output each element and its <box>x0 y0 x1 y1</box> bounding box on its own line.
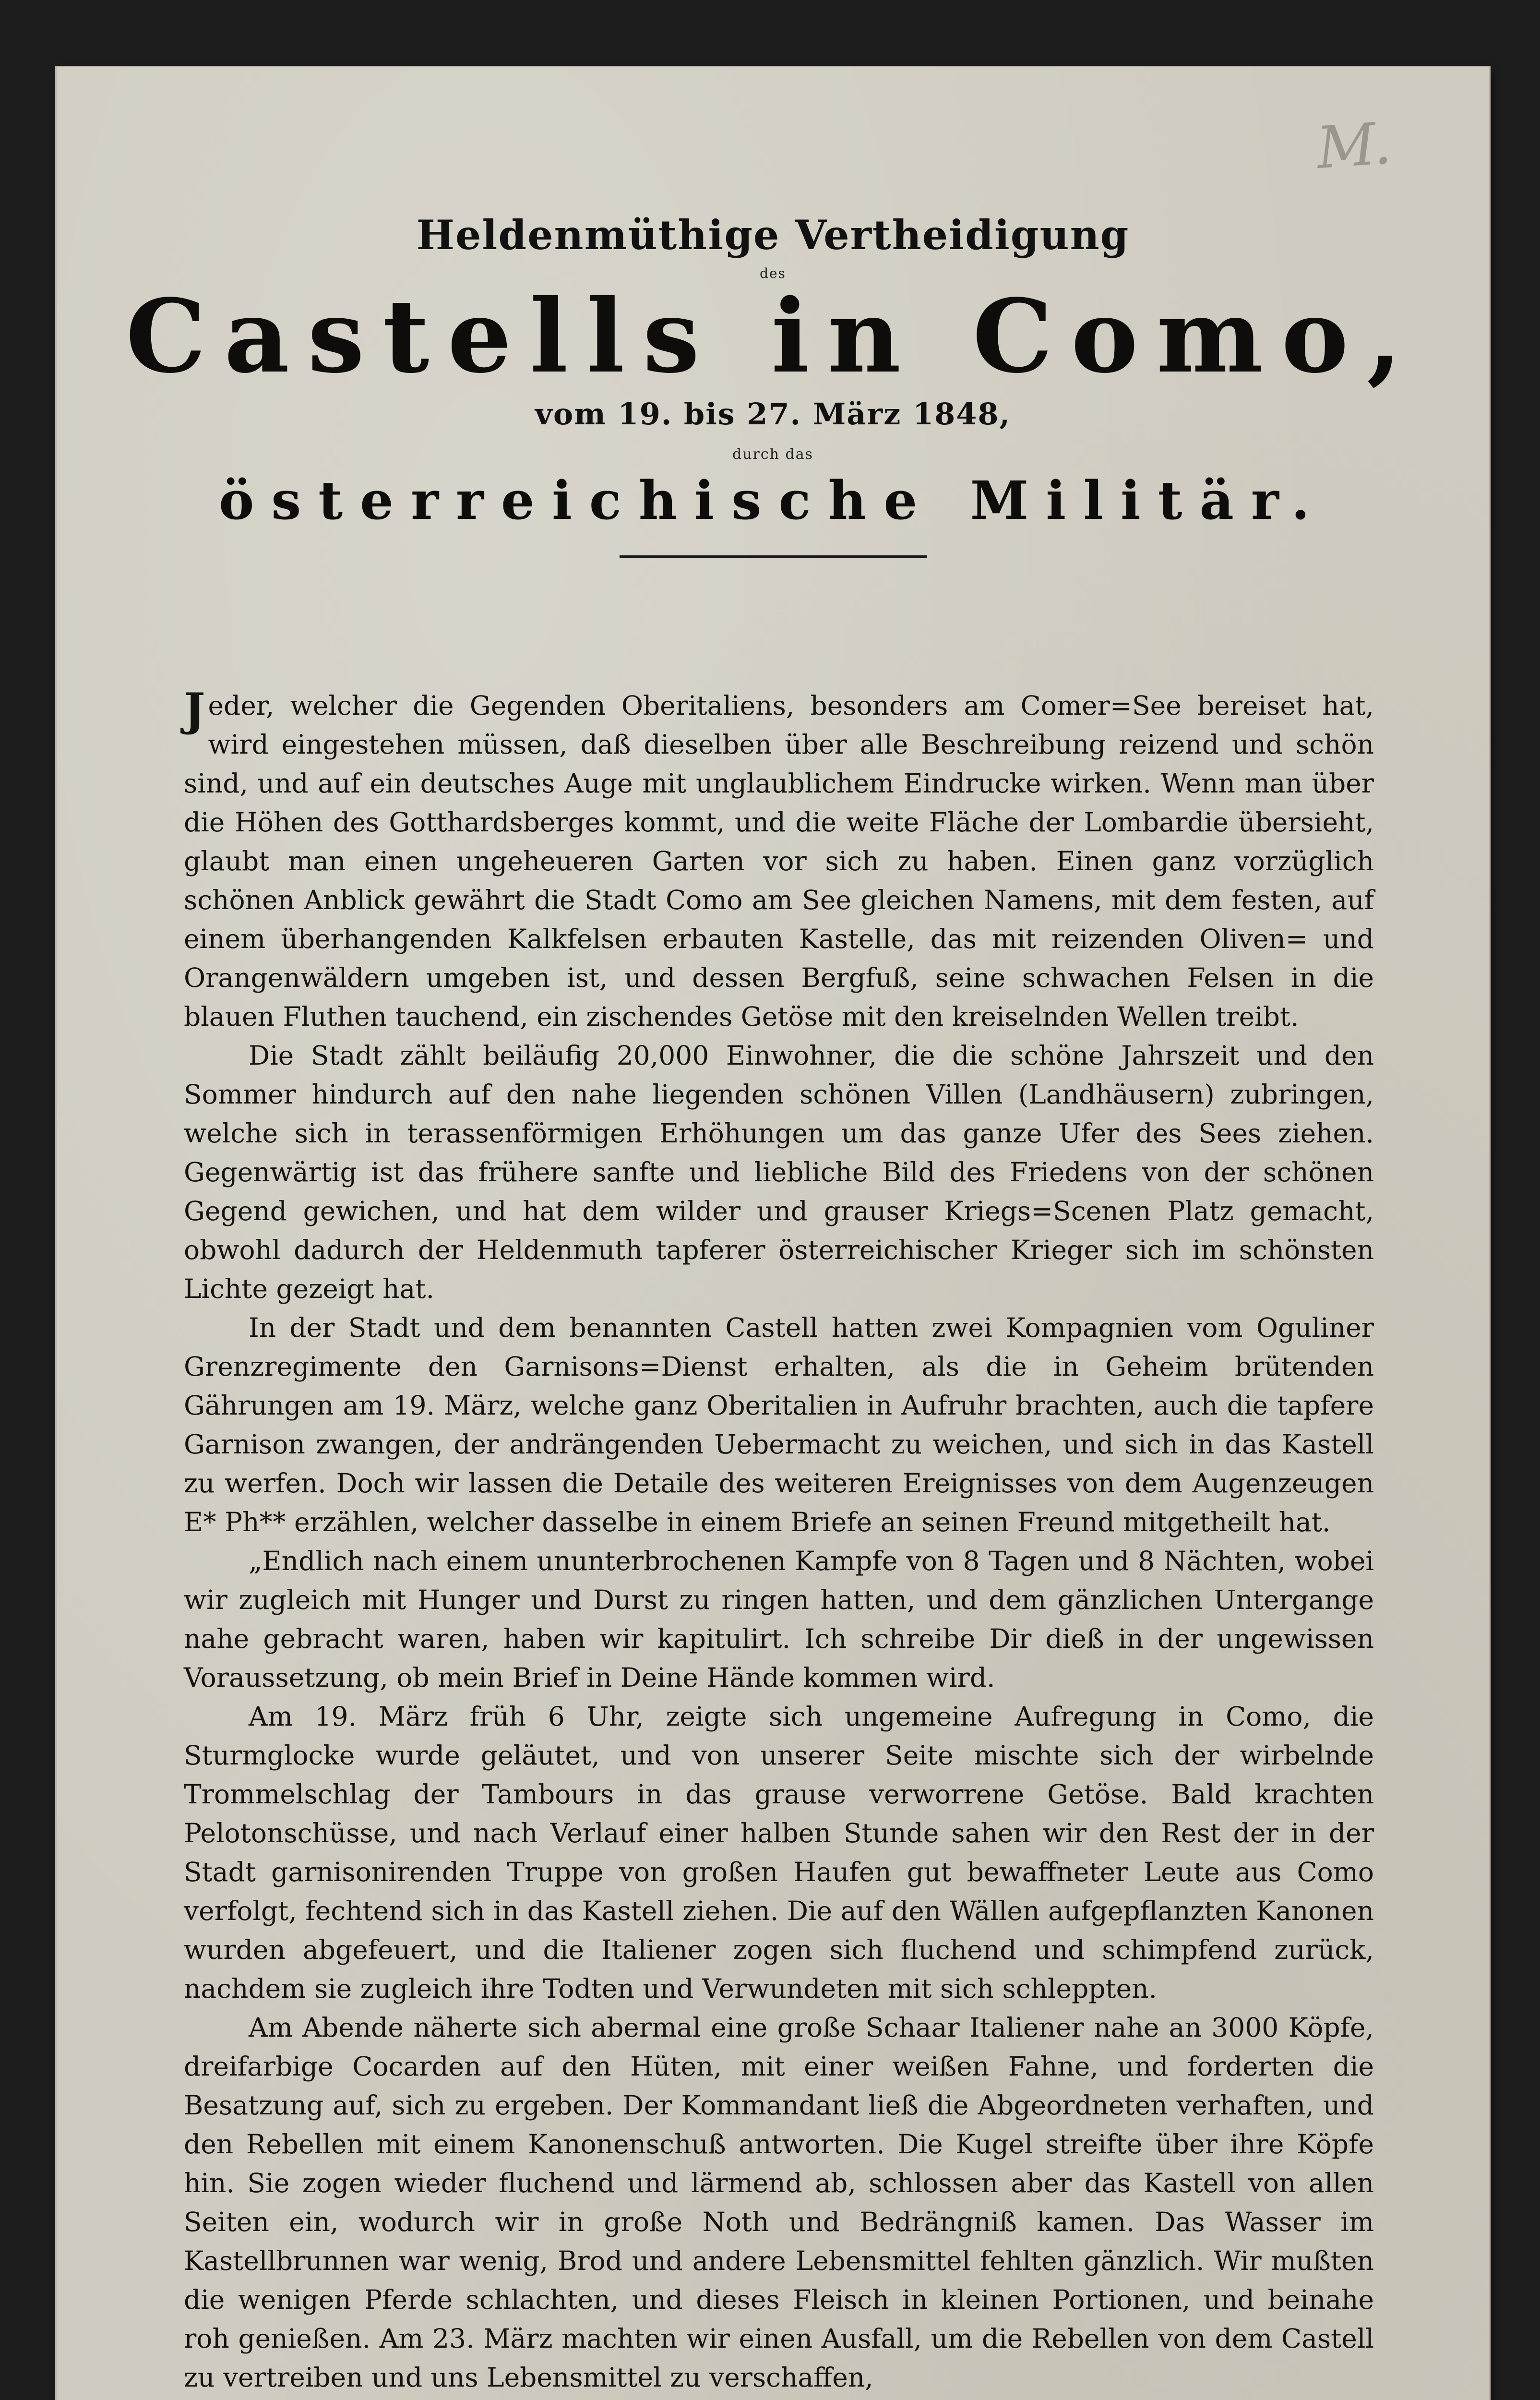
paragraph-4: „Endlich nach einem ununterbrochenen Kampfe von 8 Tagen und 8 Nächten, wobei wir zugleich mit Hunger und Durst zu ringen hatten, und dem gänzlichen Untergange nahe gebracht waren, haben wir kapitulirt. Ich schreibe Dir dieß in der ungewissen Voraussetzung, ob mein Brief in Deine Hände kommen wird. <box>184 1546 1374 1693</box>
title-military: österreichische Militär. <box>218 469 1327 531</box>
document-page <box>57 67 1489 2400</box>
drop-cap: J <box>184 684 205 736</box>
title-divider <box>620 555 927 558</box>
body-text <box>184 686 1374 2397</box>
title-des: des <box>760 265 786 281</box>
title-dates: vom 19. bis 27. März 1848, <box>535 396 1011 432</box>
paragraph-text: eder, welcher die Gegenden Oberitaliens, besonders am Comer=See bereiset hat, wird eingestehen müssen, daß dieselben über alle Beschreibung reizend und schön sind, und auf ein deutsches Auge mit unglaublichem Eindrucke wirken. Wenn man über die Höhen des Gotthardsberges kommt, und die weite Fläche der Lombardie übersieht, glaubt man einen ungeheueren Garten vor sich zu haben. Einen ganz vorzüglich schönen Anblick gewährt die Stadt Como am See gleichen Namens, mit dem festen, auf einem überhangenden Kalkfelsen erbauten Kastelle, das mit reizenden Oliven= und Orangenwäldern umgeben ist, und dessen Bergfuß, seine schwachen Felsen in die blauen Fluthen tauchend, ein zischendes Getöse mit den kreiselnden Wellen treibt. <box>184 690 1374 1032</box>
title-main: Castells in Como, <box>125 277 1421 396</box>
paragraph-6: Am Abende näherte sich abermal eine große Schaar Italiener nahe an 3000 Köpfe, dreifarbige Cocarden auf den Hüten, mit einer weißen Fahne, und forderten die Besatzung auf, sich zu ergeben. Der Kommandant ließ die Abgeordneten verhaften, und den Rebellen mit einem Kanonenschuß antworten. Die Kugel streifte über ihre Köpfe hin. Sie zogen wieder fluchend und lärmend ab, schlossen aber das Kastell von allen Seiten ein, wodurch wir in große Noth und Bedrängniß kamen. Das Wasser im Kastellbrunnen war wenig, Brod und andere Lebensmittel fehlten gänzlich. Wir mußten die wenigen Pferde schlachten, und dieses Fleisch in kleinen Portionen, und beinahe roh genießen. Am 23. März machten wir einen Ausfall, um die Rebellen von dem Castell zu vertreiben und uns Lebensmittel zu verschaffen, <box>184 2012 1374 2393</box>
paragraph-2: Die Stadt zählt beiläufig 20,000 Einwohner, die die schöne Jahrszeit und den Sommer hindurch auf den nahe liegenden schönen Villen (Landhäusern) zubringen, welche sich in terassenförmigen Erhöhungen um das ganze Ufer des Sees ziehen. Gegenwärtig ist das frühere sanfte und liebliche Bild des Friedens von der schönen Gegend gewichen, und hat dem wilder und grauser Kriegs=Scenen Platz gemacht, obwohl dadurch der Heldenmuth tapferer österreichischer Krieger sich im schönsten Lichte gezeigt hat. <box>184 1040 1374 1304</box>
paragraph-3: In der Stadt und dem benannten Castell hatten zwei Kompagnien vom Oguliner Grenzregimente den Garnisons=Dienst erhalten, als die in Geheim brütenden Gährungen am 19. März, welche ganz Oberitalien in Aufruhr brachten, auch die tapfere Garnison zwangen, der andrängenden Uebermacht zu weichen, und sich in das Kastell zu werfen. Doch wir lassen die Detaile des weiteren Ereignisses von dem Augenzeugen E* Ph** erzählen, welcher dasselbe in einem Briefe an seinen Freund mitgetheilt hat. <box>184 1312 1374 1537</box>
pencil-annotation: M. <box>1314 110 1391 182</box>
paragraph-5: Am 19. März früh 6 Uhr, zeigte sich ungemeine Aufregung in Como, die Sturmglocke wurde geläutet, und von unserer Seite mischte sich der wirbelnde Trommelschlag der Tambours in das grause verworrene Getöse. Bald krachten Pelotonschüsse, und nach Verlauf einer halben Stunde sahen wir den Rest der in der Stadt garnisonirenden Truppe von großen Haufen gut bewaffneter Leute aus Como verfolgt, fechtend sich in das Kastell ziehen. Die auf den Wällen aufgepflanzten Kanonen wurden abgefeuert, und die Italiener zogen sich fluchend und schimpfend zurück, nachdem sie zugleich ihre Todten und Verwundeten mit sich schleppten. <box>184 1701 1374 2004</box>
title-durch: durch das <box>732 446 813 463</box>
title-block <box>57 211 1489 558</box>
title-line-1: Heldenmüthige Vertheidigung <box>416 211 1130 259</box>
paragraph-1 <box>184 686 1374 1036</box>
